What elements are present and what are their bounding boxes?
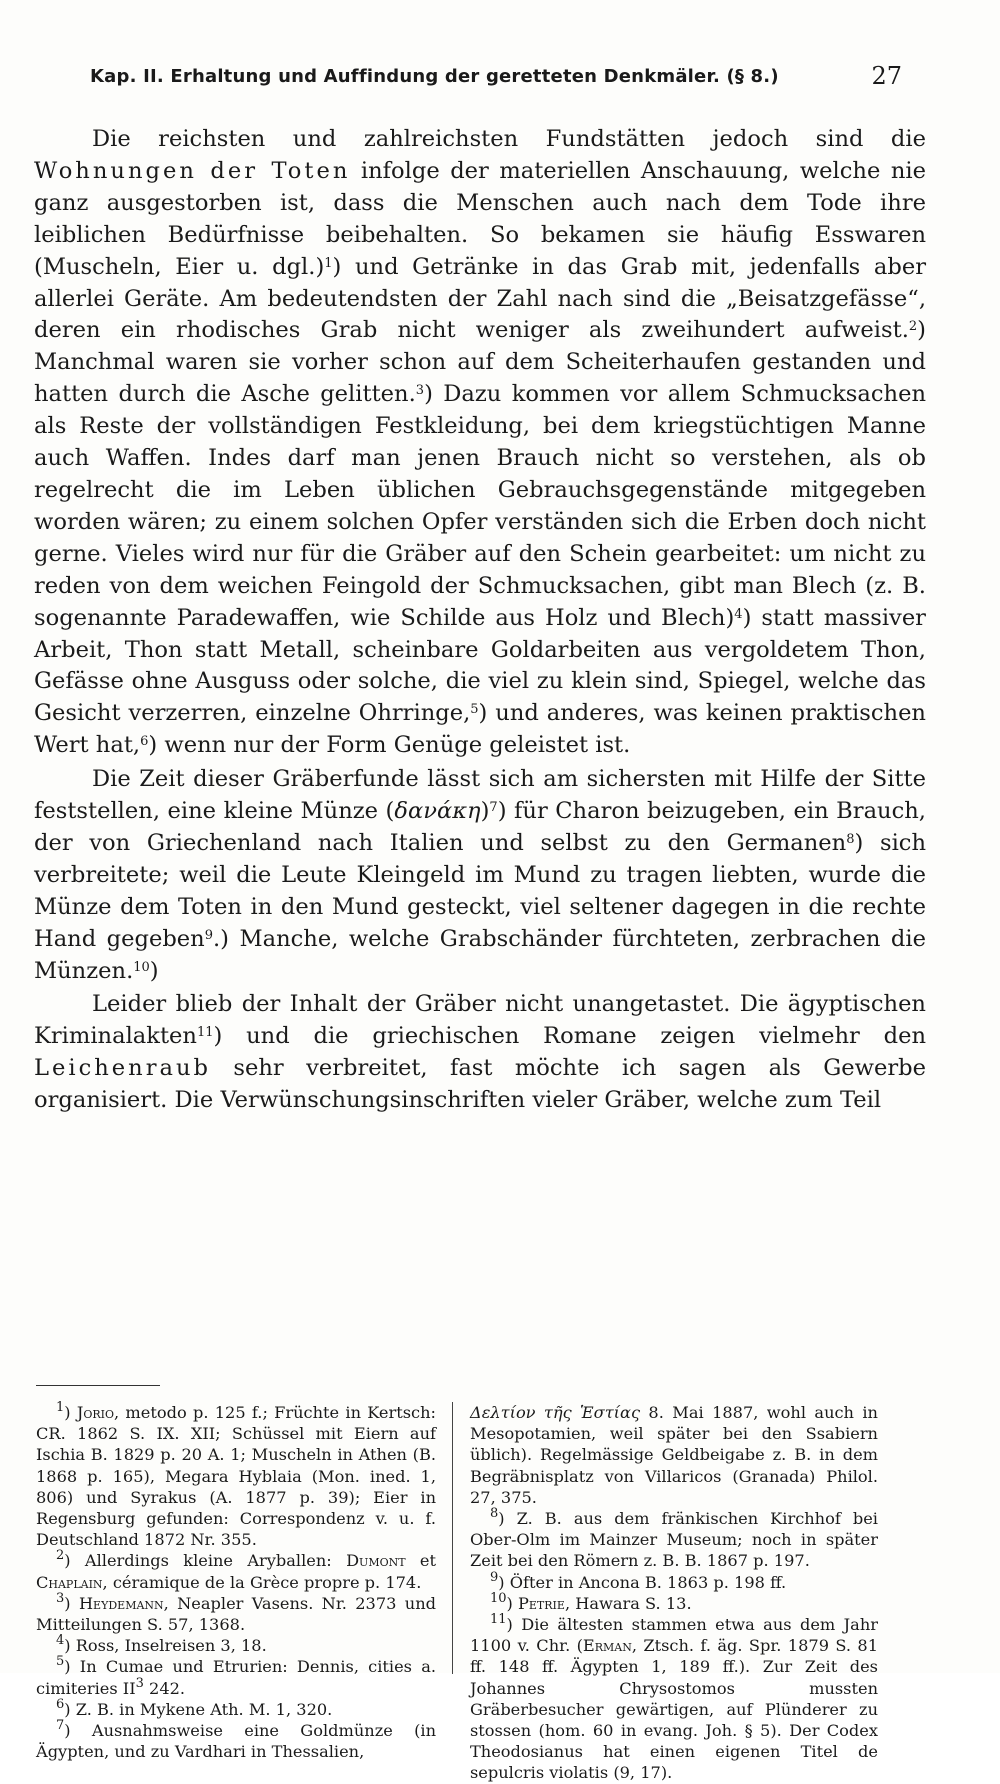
footnote-ref: 7 xyxy=(56,1718,65,1734)
text-run: ) Z. B. aus dem fränkischen Kirchhof bei Ober-Olm im Mainzer Museum; noch in später Zeit bei den Römern z. B. B. 1867 p. 197. xyxy=(470,1509,878,1571)
chapter-title: Kap. II. Erhaltung und Auffindung der geretteten Denkmäler. (§ 8.) xyxy=(90,66,779,87)
footnote-ref: 7 xyxy=(489,800,498,816)
footnote-ref: 8 xyxy=(846,831,855,847)
footnote-ref: 11 xyxy=(490,1612,507,1628)
footnote-ref: 9 xyxy=(204,927,213,943)
text-run: ) xyxy=(64,1403,77,1422)
text-run: Die Zeit dieser Gräberfunde lässt sich am sichersten mit Hilfe der Sitte feststellen, eine kleine Münze ( xyxy=(34,766,926,825)
footnote-ref: 11 xyxy=(196,1025,214,1041)
text-run: ) Ausnahmsweise eine Goldmünze (in Ägypten, und zu Vardhari in Thessalien, xyxy=(36,1721,436,1762)
text-run: ) für Charon beizugeben, ein Brauch, der von Griechenland nach Italien und selbst zu den Germanen xyxy=(34,798,926,856)
footnote-ref: 3 xyxy=(135,1675,144,1691)
text-run: , Ztsch. f. äg. Spr. 1879 S. 81 ff. 148 ff. Ägypten 1, 189 ff.). Zur Zeit des Johannes Chrysostomos mussten Gräberbesucher gewärtigen, auf Plünderer zu stossen (hom. 60 in evang. Joh. § 5). Der Codex Theodosianus hat einen eigenen Titel de sepulcris violatis (9, 17). xyxy=(470,1636,878,1783)
footnote-ref: 10 xyxy=(133,959,150,975)
text-run: , metodo p. 125 f.; Früchte in Kertsch: CR. 1862 S. IX. XII; Schüssel mit Eiern auf Ischia B. 1829 p. 20 A. 1; Muscheln in Athen (B. 1868 p. 165), Megara Hyblaia (Mon. ined. 1, 806) und Syrakus (A. 1877 p. 39); Eier in Regensburg gefunden: Correspondenz v. u. f. Deutschland 1872 Nr. 355. xyxy=(36,1403,436,1550)
footnote-ref: 2 xyxy=(908,319,918,335)
footnote xyxy=(36,1696,436,1720)
page-number: 27 xyxy=(871,62,902,90)
text-run: ) statt massiver Arbeit, Thon statt Metall, scheinbare Goldarbeiten aus vergoldetem Thon, Gefässe ohne Ausguss oder solche, die viel zu klein sind, Spiegel, welche das Gesicht verzerren, einzelne Ohrringe, xyxy=(34,604,926,727)
footnote-ref: 9 xyxy=(490,1569,499,1585)
text-run: , céramique de la Grèce propre p. 174. xyxy=(102,1572,422,1592)
footnote xyxy=(470,1569,878,1593)
text-run: ) Z. B. in Mykene Ath. M. 1, 320. xyxy=(64,1699,333,1719)
text-run: et xyxy=(405,1551,436,1571)
footnote xyxy=(470,1402,878,1508)
footnote-ref: 6 xyxy=(56,1696,65,1712)
greek-term: δανάκη xyxy=(394,798,481,825)
text-run: .) Manche, welche Grabschänder fürchteten, zerbrachen die Münzen. xyxy=(34,925,926,984)
footnote xyxy=(470,1614,878,1784)
spaced-emphasis: Wohnungen der Toten xyxy=(34,157,351,184)
paragraph xyxy=(34,989,926,1117)
footnote-ref: 3 xyxy=(415,383,425,399)
footnote-ref: 10 xyxy=(490,1590,507,1606)
text-run: ) Manchmal waren sie vorher schon auf dem Scheiterhaufen gestanden und hatten durch die Asche gelitten. xyxy=(34,317,926,408)
footnote xyxy=(36,1402,436,1550)
footnote-ref: 1 xyxy=(56,1400,65,1415)
footnote xyxy=(36,1720,436,1762)
footnote-ref: 2 xyxy=(56,1548,65,1564)
running-header xyxy=(80,60,920,94)
footnote-ref: 6 xyxy=(140,734,149,750)
column-divider xyxy=(452,1402,453,1674)
footnote xyxy=(36,1635,436,1656)
text-run: ) und die griechischen Romane zeigen vielmehr den xyxy=(213,1023,926,1050)
author-name: Heydemann xyxy=(78,1593,164,1613)
text-run: sehr verbreitet, fast möchte ich sagen als Gewerbe organisiert. Die Verwünschungsinschriften vieler Gräber, welche zum Teil xyxy=(34,1055,926,1114)
author-name: Petrie xyxy=(518,1593,565,1613)
footnote-ref: 5 xyxy=(56,1654,65,1670)
paragraph xyxy=(34,124,926,762)
footnote xyxy=(36,1590,437,1635)
text-run: ) xyxy=(480,798,490,825)
text-run: ) und Getränke in das Grab mit, jedenfalls aber allerlei Geräte. Am bedeutendsten der Zahl nach sind die „Beisatzgefässe“, deren ein rhodisches Grab nicht weniger als zweihundert aufweist. xyxy=(34,253,926,344)
text-run: 242. xyxy=(143,1678,186,1698)
text-run: , Neapler Vasens. Nr. 2373 und Mitteilungen S. 57, 1368. xyxy=(36,1593,437,1635)
text-run: , Hawara S. 13. xyxy=(564,1593,692,1613)
main-text xyxy=(34,124,926,1117)
footnotes-left-column xyxy=(36,1402,436,1762)
text-run: ) Allerdings kleine Aryballen: xyxy=(64,1551,347,1571)
author-name: Jorio xyxy=(76,1403,115,1422)
footnote-ref: 5 xyxy=(470,702,479,718)
text-run: ) xyxy=(149,957,159,984)
footnote-ref: 1 xyxy=(324,255,333,271)
footnote-separator xyxy=(36,1385,160,1386)
text-run: Die reichsten und zahlreichsten Fundstätten jedoch sind die xyxy=(92,126,926,152)
spaced-emphasis: Leichenraub xyxy=(34,1055,212,1082)
footnote-ref: 8 xyxy=(490,1506,499,1522)
footnote xyxy=(470,1508,878,1572)
text-run: ) Die ältesten stammen etwa aus dem Jahr 1100 v. Chr. ( xyxy=(470,1615,878,1656)
author-name: Dumont xyxy=(346,1551,406,1571)
text-run: ) Öfter in Ancona B. 1863 p. 198 ff. xyxy=(498,1572,787,1592)
author-name: Erman xyxy=(582,1636,632,1656)
text-run: ) Ross, Inselreisen 3, 18. xyxy=(64,1636,267,1656)
footnote xyxy=(36,1550,436,1592)
text-run: 8. Mai 1887, wohl auch in Mesopotamien, weil später bei den Ssabiern üblich). Regelmässige Geldbeigabe z. B. in dem Begräbnisplatz von Villaricos (Granada) Philol. 27, 375. xyxy=(470,1403,878,1507)
text-run: Leider blieb der Inhalt der Gräber nicht unangetastet. Die ägyptischen Kriminalakten xyxy=(34,991,926,1050)
paragraph xyxy=(34,764,926,987)
footnote xyxy=(36,1656,436,1698)
footnote-ref: 4 xyxy=(56,1633,65,1649)
text-run: ) und anderes, was keinen praktischen Wert hat, xyxy=(34,700,926,759)
text-run: ) xyxy=(506,1593,519,1613)
text-run: infolge der materiellen Anschauung, welche nie ganz ausgestorben ist, dass die Menschen auch nach dem Tode ihre leiblichen Bedürfnisse beibehalten. So bekamen sie häufig Esswaren (Muscheln, Eier u. dgl.) xyxy=(34,157,926,280)
text-run: ) In Cumae und Etrurien: Dennis, cities a. cimiteries II xyxy=(36,1657,436,1698)
greek-term: Δελτίον τῆς Ἑστίας xyxy=(470,1403,641,1422)
footnote xyxy=(470,1590,878,1614)
footnotes-right-column xyxy=(470,1402,878,1784)
text-run: ) Dazu kommen vor allem Schmucksachen als Reste der vollständigen Festkleidung, bei dem kriegstüchtigen Manne auch Waffen. Indes darf man jenen Brauch nicht so verstehen, als ob regelrecht die im Leben üblichen Gebrauchsgegenstände mitgegeben worden wären; zu einem solchen Opfer verständen sich die Erben doch nicht gerne. Vieles wird nur für die Gräber auf den Schein gearbeitet: um nicht zu reden von dem weichen Feingold der Schmucksachen, gibt man Blech (z. B. sogenannte Paradewaffen, wie Schilde aus Holz und Blech) xyxy=(34,381,926,631)
text-run: ) wenn nur der Form Genüge geleistet ist. xyxy=(148,732,631,759)
text-run: ) xyxy=(64,1593,79,1613)
text-run: ) sich verbreitete; weil die Leute Kleingeld im Mund zu tragen liebten, wurde die Münze dem Toten in den Mund gesteckt, viel seltener dagegen in die rechte Hand gegeben xyxy=(34,829,927,952)
footnote-ref: 4 xyxy=(734,606,743,622)
author-name: Chaplain xyxy=(36,1572,103,1592)
footnote-ref: 3 xyxy=(56,1590,65,1606)
